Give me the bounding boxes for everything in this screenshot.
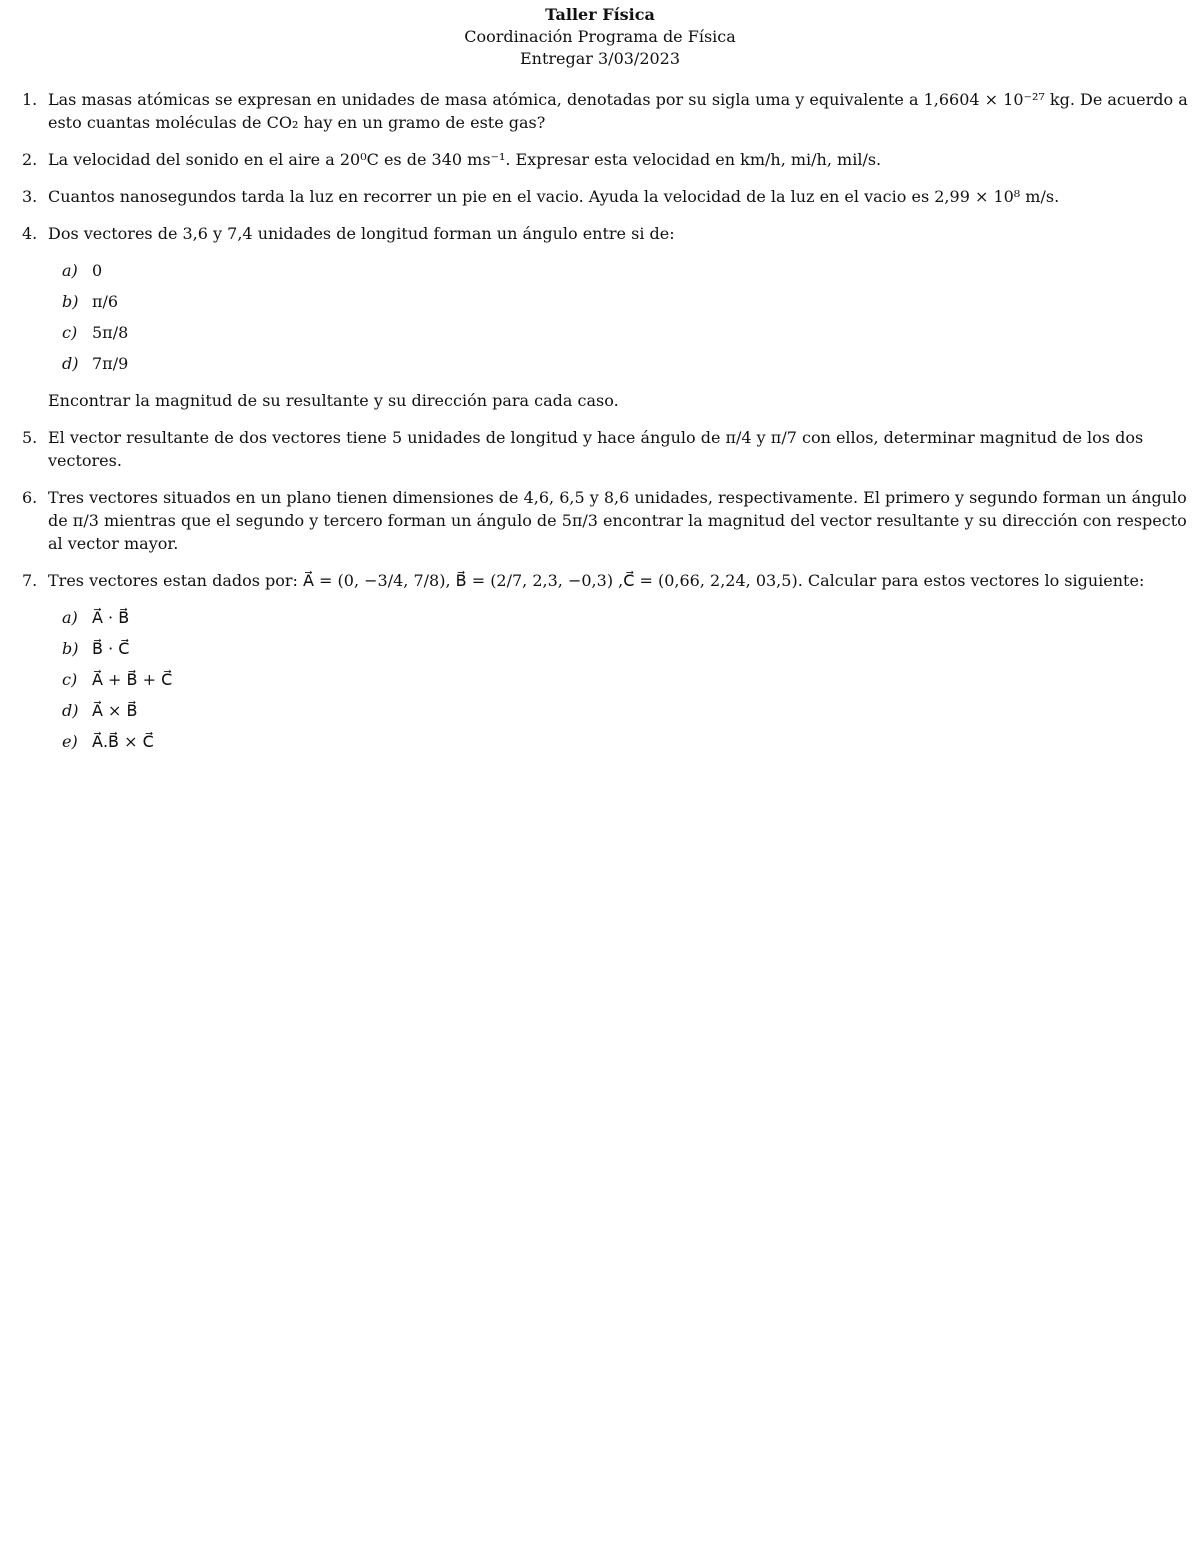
document-subtitle: Coordinación Programa de Física — [464, 27, 736, 46]
sub-item-text: A⃗ · B⃗ — [92, 608, 130, 627]
problem-text: Las masas atómicas se expresan en unidades de masa atómica, denotadas por su sigla uma y equivalente a 1,6604 × 10⁻²⁷ kg. De acuerdo a esto cuantas moléculas de CO₂ hay en un gramo de este gas? — [48, 90, 1188, 132]
due-date: Entregar 3/03/2023 — [519, 49, 681, 68]
sub-item-text: A⃗ + B⃗ + C⃗ — [92, 670, 173, 689]
sub-item — [48, 699, 1200, 722]
problem-text: Cuantos nanosegundos tarda la luz en recorrer un pie en el vacio. Ayuda la velocidad de la luz en el vacio es 2,99 × 10⁸ m/s. — [48, 187, 1060, 206]
problem-number: 3. — [22, 187, 38, 206]
sub-item-marker: c) — [62, 323, 78, 342]
sub-item — [48, 290, 1200, 313]
problem-6 — [0, 486, 1200, 555]
sub-item — [48, 321, 1200, 344]
problem-list — [0, 88, 1200, 767]
sub-item-list — [48, 606, 1200, 753]
problem-number: 6. — [22, 488, 38, 507]
sub-item-text: A⃗ × B⃗ — [92, 701, 138, 720]
sub-item-marker: b) — [62, 292, 79, 311]
problem-number: 5. — [22, 428, 38, 447]
problem-text: Tres vectores situados en un plano tienen dimensiones de 4,6, 6,5 y 8,6 unidades, respectivamente. El primero y segundo forman un ángulo de π/3 mientras que el segundo y tercero forman un ángulo de 5π/3 encontrar la magnitud del vector resultante y su dirección con respecto al vector mayor. — [48, 488, 1187, 553]
problem-number: 1. — [22, 90, 38, 109]
sub-item-marker: a) — [62, 261, 78, 280]
sub-item-text: B⃗ · C⃗ — [92, 639, 130, 658]
problem-note: Encontrar la magnitud de su resultante y su dirección para cada caso. — [48, 391, 619, 410]
problem-text: Dos vectores de 3,6 y 7,4 unidades de longitud forman un ángulo entre si de: — [48, 224, 675, 243]
sub-item-text: π/6 — [92, 292, 119, 311]
sub-item — [48, 637, 1200, 660]
sub-item-text: 0 — [92, 261, 103, 280]
sub-item — [48, 259, 1200, 282]
problem-1 — [0, 88, 1200, 134]
problem-text: El vector resultante de dos vectores tiene 5 unidades de longitud y hace ángulo de π/4 y π/7 con ellos, determinar magnitud de los dos vectores. — [48, 428, 1144, 470]
sub-item — [48, 352, 1200, 375]
document-title: Taller Física — [545, 5, 655, 24]
problem-5 — [0, 426, 1200, 472]
sub-item-marker: c) — [62, 670, 78, 689]
problem-4 — [0, 222, 1200, 412]
sub-item-list — [48, 259, 1200, 375]
sub-item — [48, 730, 1200, 753]
sub-item-text: 7π/9 — [92, 354, 129, 373]
problem-3 — [0, 185, 1200, 208]
sub-item-marker: e) — [62, 732, 78, 751]
sub-item-marker: d) — [62, 701, 79, 720]
problem-number: 2. — [22, 150, 38, 169]
sub-item-marker: a) — [62, 608, 78, 627]
problem-text: Tres vectores estan dados por: A⃗ = (0, −3/4, 7/8), B⃗ = (2/7, 2,3, −0,3) ,C⃗ = (0,66, 2,24, 03,5). Calcular para estos vectores lo siguiente: — [48, 571, 1145, 590]
sub-item — [48, 668, 1200, 691]
problem-number: 4. — [22, 224, 38, 243]
problem-2 — [0, 148, 1200, 171]
sub-item-text: 5π/8 — [92, 323, 129, 342]
problem-7 — [0, 569, 1200, 753]
sub-item — [48, 606, 1200, 629]
document-header — [0, 0, 1200, 70]
sub-item-text: A⃗.B⃗ × C⃗ — [92, 732, 154, 751]
sub-item-marker: b) — [62, 639, 79, 658]
problem-text: La velocidad del sonido en el aire a 20⁰C es de 340 ms⁻¹. Expresar esta velocidad en km/h, mi/h, mil/s. — [48, 150, 882, 169]
problem-number: 7. — [22, 571, 38, 590]
sub-item-marker: d) — [62, 354, 79, 373]
